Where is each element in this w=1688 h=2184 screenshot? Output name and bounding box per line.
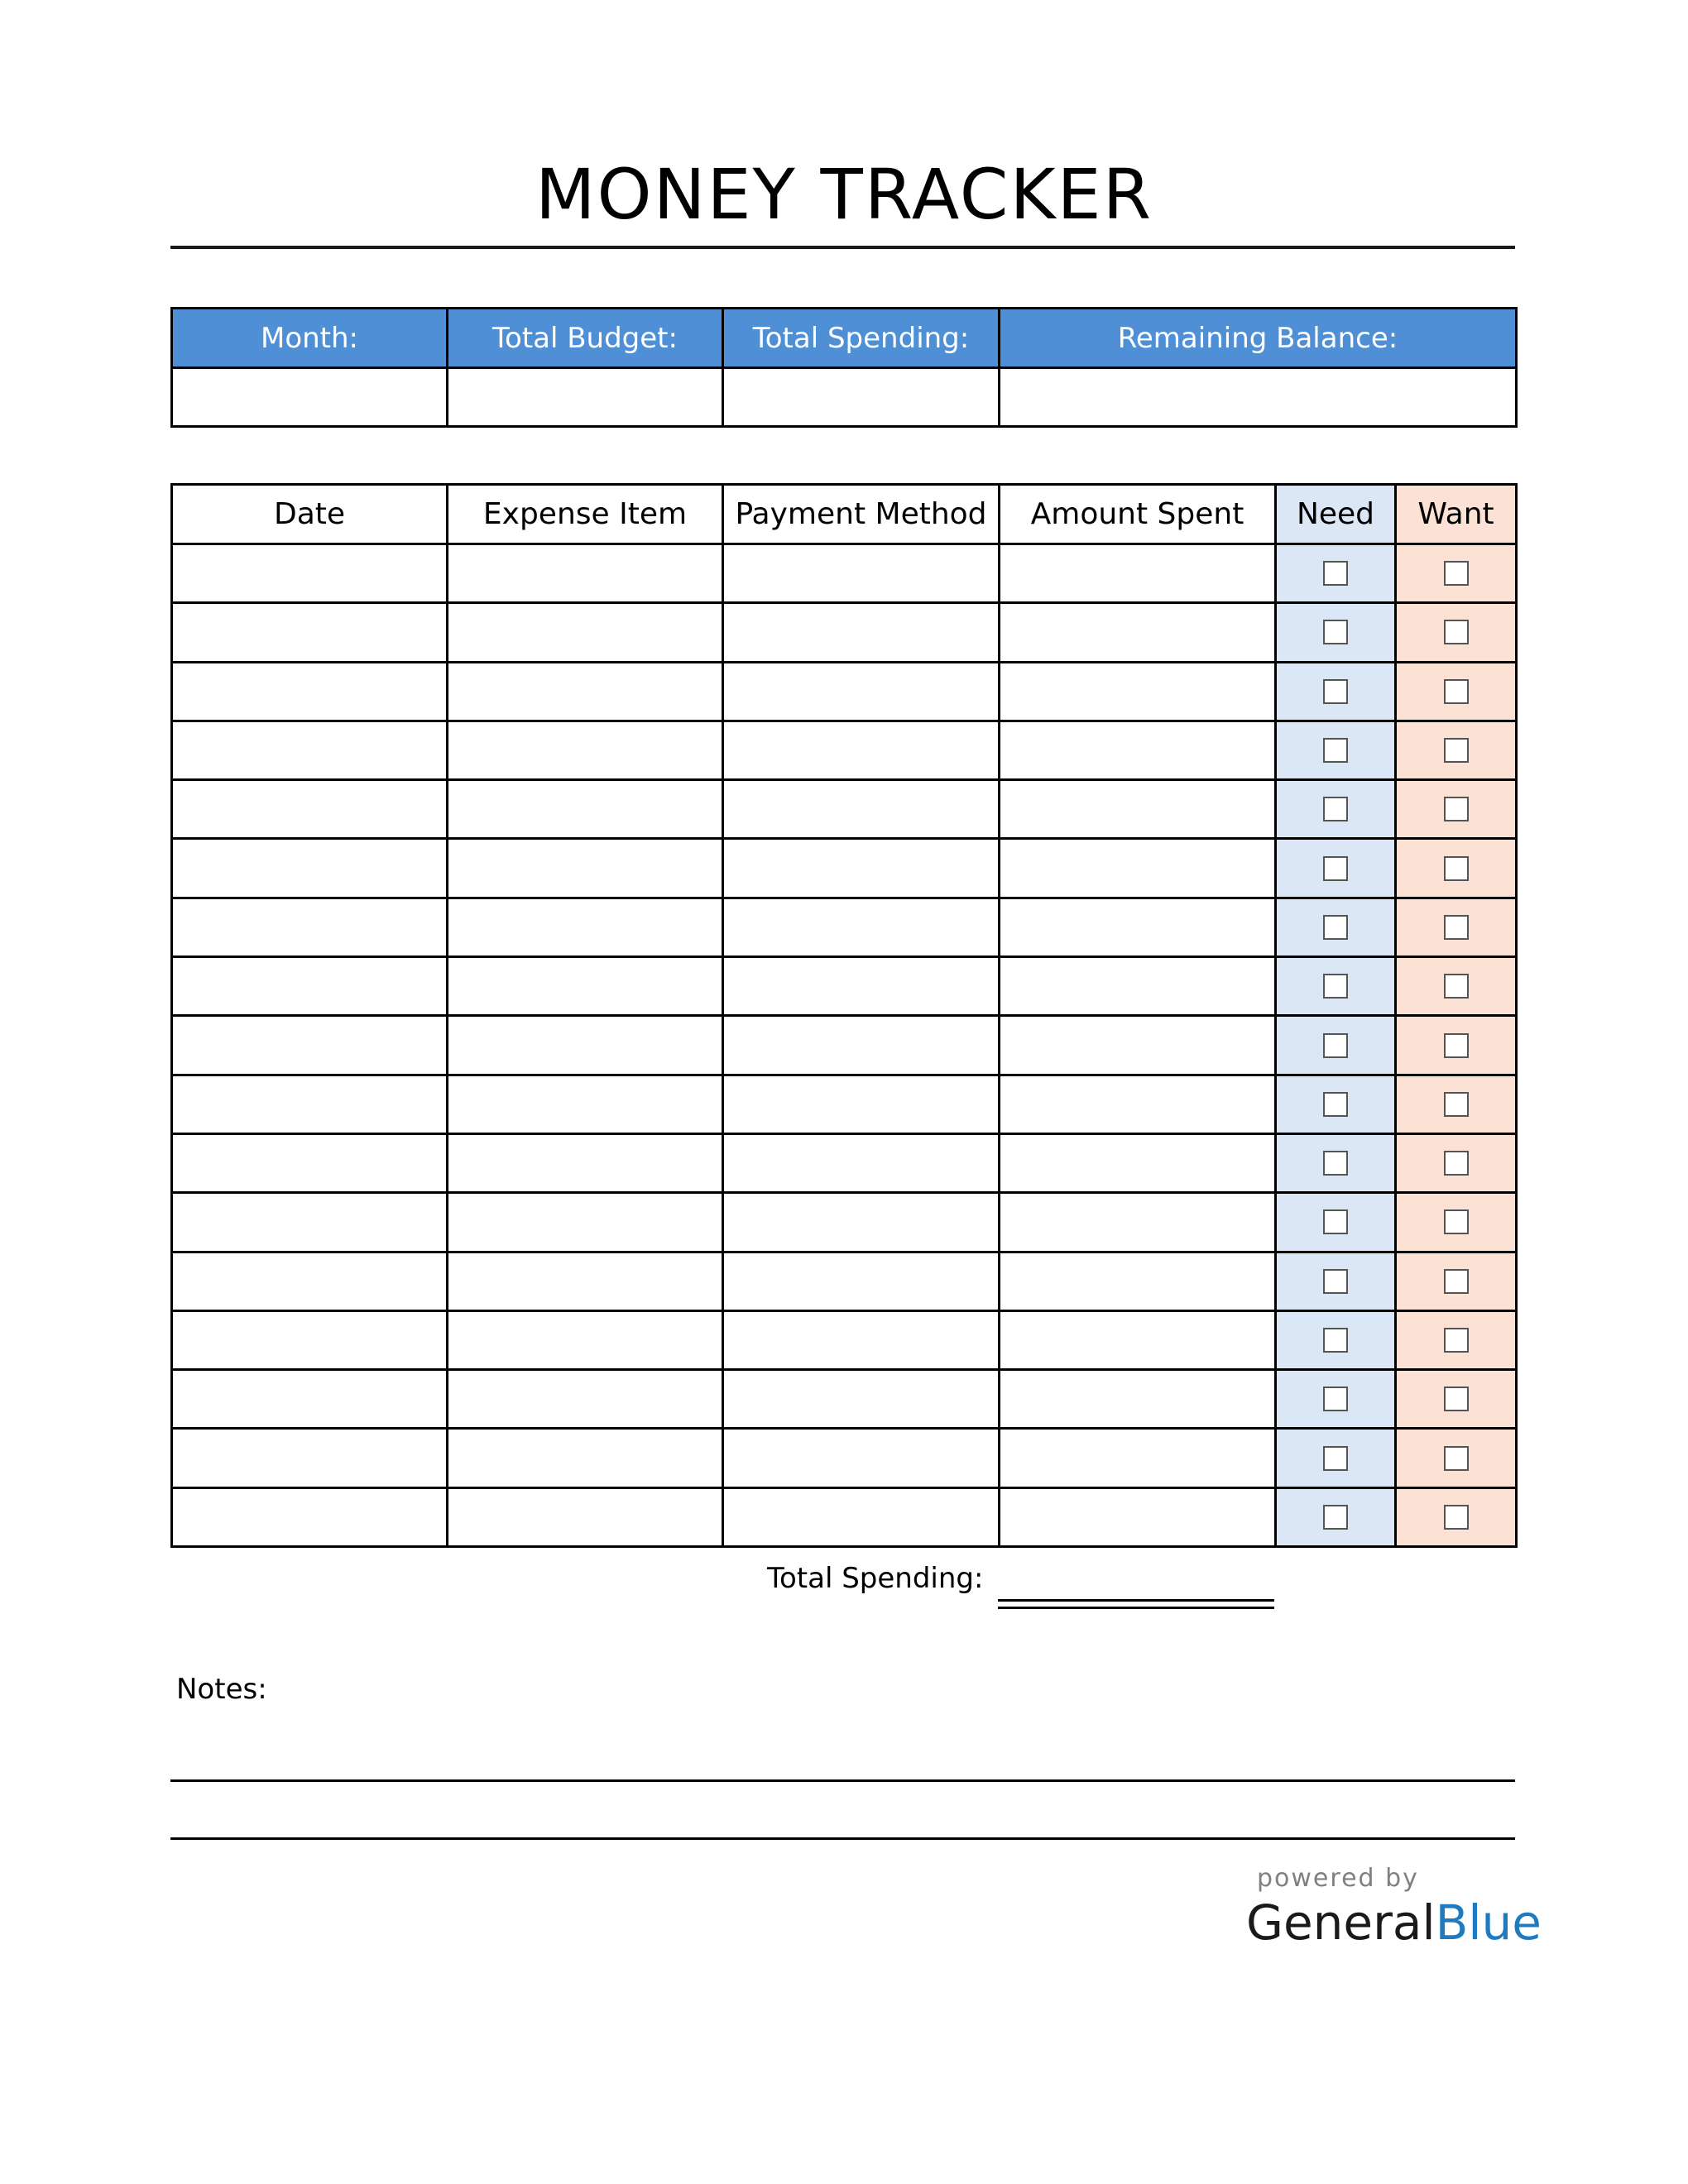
payment-method-cell[interactable]	[723, 1193, 1000, 1252]
date-cell[interactable]	[172, 957, 448, 1016]
want-checkbox[interactable]	[1444, 620, 1469, 644]
month-field[interactable]	[172, 368, 448, 427]
need-cell	[1276, 957, 1396, 1016]
want-cell	[1396, 1429, 1517, 1487]
amount-spent-cell[interactable]	[1000, 1429, 1276, 1487]
want-cell	[1396, 1370, 1517, 1429]
date-cell[interactable]	[172, 1133, 448, 1192]
expense-item-cell[interactable]	[448, 1252, 723, 1310]
want-checkbox[interactable]	[1444, 974, 1469, 999]
expense-item-cell[interactable]	[448, 780, 723, 839]
total-budget-field[interactable]	[448, 368, 723, 427]
table-row	[172, 839, 1517, 898]
need-cell	[1276, 1075, 1396, 1133]
payment-method-cell[interactable]	[723, 1252, 1000, 1310]
amount-spent-cell[interactable]	[1000, 1016, 1276, 1075]
notes-label: Notes:	[176, 1673, 267, 1706]
want-checkbox[interactable]	[1444, 738, 1469, 763]
amount-spent-cell[interactable]	[1000, 839, 1276, 898]
want-cell	[1396, 1016, 1517, 1075]
summary-header-month: Month:	[172, 309, 448, 368]
want-cell	[1396, 898, 1517, 956]
want-cell	[1396, 1252, 1517, 1310]
want-cell	[1396, 839, 1517, 898]
table-row	[172, 1429, 1517, 1487]
want-cell	[1396, 957, 1517, 1016]
date-cell[interactable]	[172, 1016, 448, 1075]
expense-item-cell[interactable]	[448, 1370, 723, 1429]
want-cell	[1396, 1193, 1517, 1252]
remaining-balance-field[interactable]	[1000, 368, 1517, 427]
want-cell	[1396, 1487, 1517, 1546]
header-want: Want	[1396, 485, 1517, 544]
summary-header-remaining-balance: Remaining Balance:	[1000, 309, 1517, 368]
amount-spent-cell[interactable]	[1000, 1487, 1276, 1546]
expense-item-cell[interactable]	[448, 1193, 723, 1252]
need-cell	[1276, 780, 1396, 839]
need-cell	[1276, 662, 1396, 721]
expense-item-cell[interactable]	[448, 721, 723, 779]
need-cell	[1276, 1370, 1396, 1429]
date-cell[interactable]	[172, 1252, 448, 1310]
payment-method-cell[interactable]	[723, 1075, 1000, 1133]
need-cell	[1276, 721, 1396, 779]
payment-method-cell[interactable]	[723, 1133, 1000, 1192]
table-row	[172, 1370, 1517, 1429]
total-spending-double-underline	[998, 1607, 1274, 1609]
amount-spent-cell[interactable]	[1000, 957, 1276, 1016]
amount-spent-cell[interactable]	[1000, 603, 1276, 662]
expense-item-cell[interactable]	[448, 957, 723, 1016]
table-row	[172, 1487, 1517, 1546]
table-row	[172, 1133, 1517, 1192]
table-row	[172, 662, 1517, 721]
want-checkbox[interactable]	[1444, 1446, 1469, 1471]
want-checkbox[interactable]	[1444, 797, 1469, 821]
want-checkbox[interactable]	[1444, 1269, 1469, 1294]
want-cell	[1396, 780, 1517, 839]
expense-table	[170, 483, 1518, 1548]
need-checkbox[interactable]	[1323, 1209, 1348, 1234]
table-row	[172, 898, 1517, 956]
want-checkbox[interactable]	[1444, 1033, 1469, 1058]
amount-spent-cell[interactable]	[1000, 1252, 1276, 1310]
date-cell[interactable]	[172, 780, 448, 839]
need-cell	[1276, 544, 1396, 603]
need-checkbox[interactable]	[1323, 1092, 1348, 1117]
want-cell	[1396, 721, 1517, 779]
table-row	[172, 1016, 1517, 1075]
need-checkbox[interactable]	[1323, 974, 1348, 999]
need-checkbox[interactable]	[1323, 620, 1348, 644]
header-expense-item: Expense Item	[448, 485, 723, 544]
need-checkbox[interactable]	[1323, 679, 1348, 704]
want-checkbox[interactable]	[1444, 1387, 1469, 1411]
expense-item-cell[interactable]	[448, 603, 723, 662]
total-spending-field[interactable]	[723, 368, 1000, 427]
want-cell	[1396, 1133, 1517, 1192]
expense-item-cell[interactable]	[448, 1487, 723, 1546]
payment-method-cell[interactable]	[723, 1487, 1000, 1546]
expense-item-cell[interactable]	[448, 1075, 723, 1133]
need-cell	[1276, 898, 1396, 956]
want-checkbox[interactable]	[1444, 1092, 1469, 1117]
amount-spent-cell[interactable]	[1000, 1310, 1276, 1369]
want-checkbox[interactable]	[1444, 1505, 1469, 1530]
generalblue-logo	[1246, 1894, 1542, 1951]
notes-line-2[interactable]	[170, 1837, 1515, 1840]
want-checkbox[interactable]	[1444, 1328, 1469, 1353]
table-row	[172, 721, 1517, 779]
amount-spent-cell[interactable]	[1000, 662, 1276, 721]
header-date: Date	[172, 485, 448, 544]
payment-method-cell[interactable]	[723, 1370, 1000, 1429]
logo-blue: Blue	[1435, 1894, 1542, 1951]
need-checkbox[interactable]	[1323, 1505, 1348, 1530]
amount-spent-cell[interactable]	[1000, 1193, 1276, 1252]
want-checkbox[interactable]	[1444, 915, 1469, 940]
table-row	[172, 780, 1517, 839]
payment-method-cell[interactable]	[723, 1310, 1000, 1369]
expense-item-cell[interactable]	[448, 1429, 723, 1487]
date-cell[interactable]	[172, 603, 448, 662]
header-payment-method: Payment Method	[723, 485, 1000, 544]
expense-item-cell[interactable]	[448, 839, 723, 898]
want-cell	[1396, 1075, 1517, 1133]
table-row	[172, 1252, 1517, 1310]
date-cell[interactable]	[172, 544, 448, 603]
powered-by-text: powered by	[1257, 1864, 1419, 1893]
payment-method-cell[interactable]	[723, 1429, 1000, 1487]
expense-item-cell[interactable]	[448, 898, 723, 956]
need-cell	[1276, 1429, 1396, 1487]
date-cell[interactable]	[172, 839, 448, 898]
need-checkbox[interactable]	[1323, 856, 1348, 881]
need-checkbox[interactable]	[1323, 1387, 1348, 1411]
amount-spent-cell[interactable]	[1000, 1370, 1276, 1429]
payment-method-cell[interactable]	[723, 721, 1000, 779]
table-row	[172, 1310, 1517, 1369]
expense-item-cell[interactable]	[448, 1133, 723, 1192]
header-need: Need	[1276, 485, 1396, 544]
amount-spent-cell[interactable]	[1000, 721, 1276, 779]
expense-rows	[172, 544, 1517, 1547]
need-cell	[1276, 1310, 1396, 1369]
want-checkbox[interactable]	[1444, 1209, 1469, 1234]
table-row	[172, 603, 1517, 662]
payment-method-cell[interactable]	[723, 603, 1000, 662]
header-amount-spent: Amount Spent	[1000, 485, 1276, 544]
need-checkbox[interactable]	[1323, 1328, 1348, 1353]
summary-header-total-budget: Total Budget:	[448, 309, 723, 368]
need-cell	[1276, 1016, 1396, 1075]
amount-spent-cell[interactable]	[1000, 1075, 1276, 1133]
amount-spent-cell[interactable]	[1000, 898, 1276, 956]
table-row	[172, 957, 1517, 1016]
payment-method-cell[interactable]	[723, 839, 1000, 898]
date-cell[interactable]	[172, 721, 448, 779]
need-cell	[1276, 603, 1396, 662]
need-checkbox[interactable]	[1323, 1033, 1348, 1058]
table-row	[172, 1075, 1517, 1133]
need-checkbox[interactable]	[1323, 797, 1348, 821]
payment-method-cell[interactable]	[723, 898, 1000, 956]
total-spending-label: Total Spending:	[767, 1562, 984, 1595]
payment-method-cell[interactable]	[723, 662, 1000, 721]
want-cell	[1396, 603, 1517, 662]
amount-spent-cell[interactable]	[1000, 780, 1276, 839]
need-checkbox[interactable]	[1323, 1151, 1348, 1176]
title-divider	[170, 246, 1515, 249]
date-cell[interactable]	[172, 1370, 448, 1429]
summary-table	[170, 307, 1518, 428]
need-cell	[1276, 1133, 1396, 1192]
want-cell	[1396, 1310, 1517, 1369]
summary-header-total-spending: Total Spending:	[723, 309, 1000, 368]
logo-general: General	[1246, 1894, 1436, 1951]
expense-item-cell[interactable]	[448, 1016, 723, 1075]
payment-method-cell[interactable]	[723, 780, 1000, 839]
date-cell[interactable]	[172, 1310, 448, 1369]
want-checkbox[interactable]	[1444, 561, 1469, 586]
amount-spent-cell[interactable]	[1000, 544, 1276, 603]
expense-item-cell[interactable]	[448, 1310, 723, 1369]
want-checkbox[interactable]	[1444, 1151, 1469, 1176]
need-checkbox[interactable]	[1323, 915, 1348, 940]
expense-item-cell[interactable]	[448, 662, 723, 721]
want-cell	[1396, 544, 1517, 603]
date-cell[interactable]	[172, 1075, 448, 1133]
need-cell	[1276, 1487, 1396, 1546]
date-cell[interactable]	[172, 1487, 448, 1546]
notes-line-1[interactable]	[170, 1779, 1515, 1782]
need-cell	[1276, 839, 1396, 898]
need-checkbox[interactable]	[1323, 1446, 1348, 1471]
table-row	[172, 1193, 1517, 1252]
total-spending-underline[interactable]	[998, 1599, 1274, 1602]
need-cell	[1276, 1252, 1396, 1310]
date-cell[interactable]	[172, 898, 448, 956]
payment-method-cell[interactable]	[723, 957, 1000, 1016]
need-checkbox[interactable]	[1323, 1269, 1348, 1294]
need-cell	[1276, 1193, 1396, 1252]
want-checkbox[interactable]	[1444, 856, 1469, 881]
date-cell[interactable]	[172, 1429, 448, 1487]
need-checkbox[interactable]	[1323, 738, 1348, 763]
amount-spent-cell[interactable]	[1000, 1133, 1276, 1192]
want-cell	[1396, 662, 1517, 721]
want-checkbox[interactable]	[1444, 679, 1469, 704]
payment-method-cell[interactable]	[723, 1016, 1000, 1075]
page-title: MONEY TRACKER	[535, 154, 1153, 235]
table-row	[172, 544, 1517, 603]
date-cell[interactable]	[172, 662, 448, 721]
payment-method-cell[interactable]	[723, 544, 1000, 603]
expense-item-cell[interactable]	[448, 544, 723, 603]
need-checkbox[interactable]	[1323, 561, 1348, 586]
date-cell[interactable]	[172, 1193, 448, 1252]
